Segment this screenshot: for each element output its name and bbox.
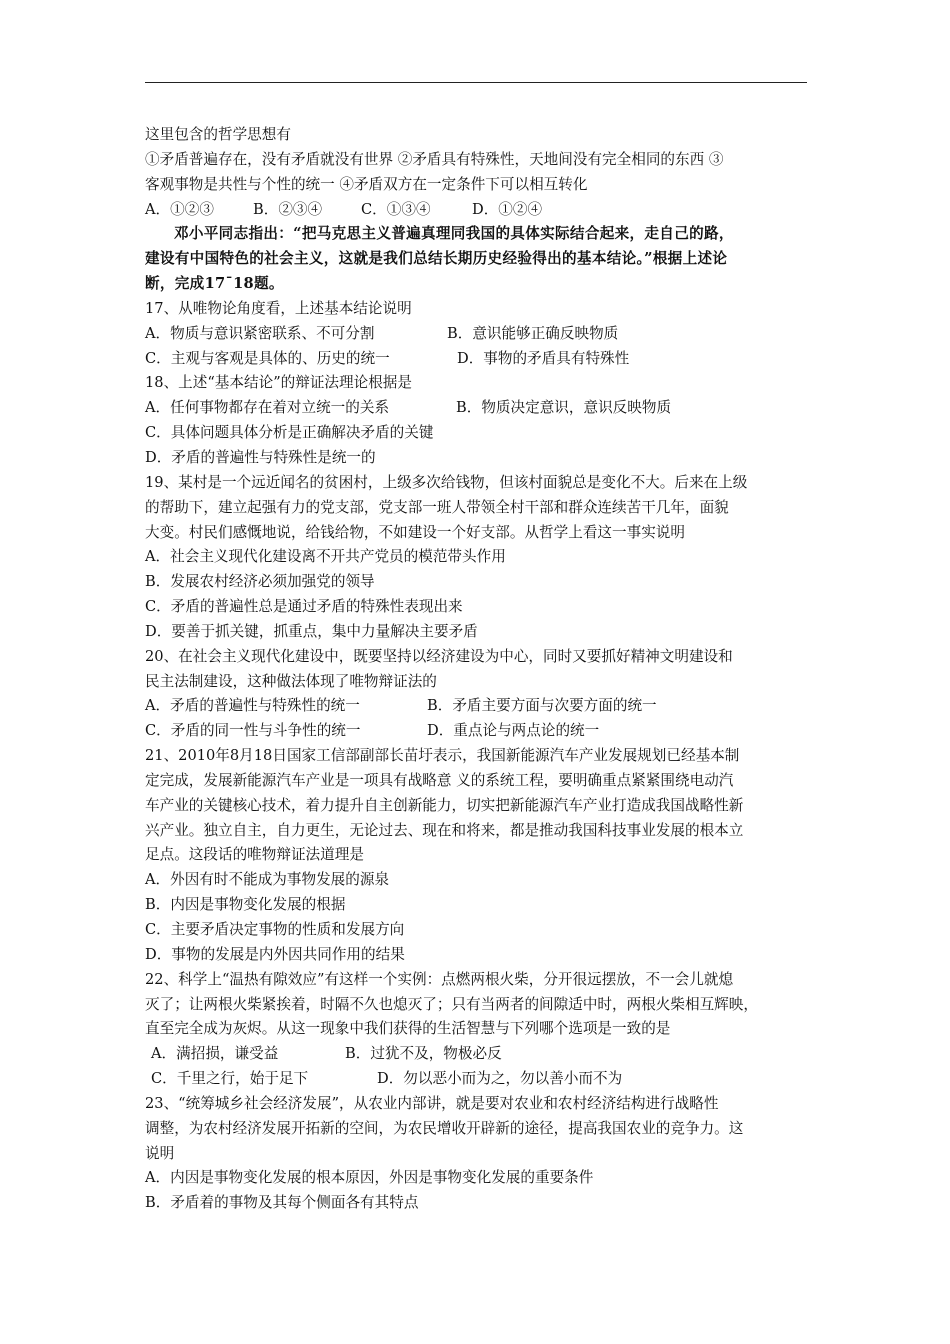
question-18: 18、上述“基本结论”的辩证法理论根据是 xyxy=(145,374,412,392)
text-line: 兴产业。独立自主，自力更生，无论过去、现在和将来，都是推动我国科技事业发展的根本立 xyxy=(145,821,744,839)
option-row: B．矛盾着的事物及其每个侧面各有其特点 xyxy=(145,1194,419,1212)
text-line: 大变。村民们感慨地说，给钱给物，不如建设一个好支部。从哲学上看这一事实说明 xyxy=(145,523,685,541)
option-row: C．千里之行，始于足下 D．勿以恶小而为之，勿以善小而不为 xyxy=(151,1070,623,1088)
question-19: 19、某村是一个远近闻名的贫困村，上级多次给钱物，但该村面貌总是变化不大。后来在上级 xyxy=(145,473,748,491)
option-row: A．物质与意识紧密联系、不可分割 B．意识能够正确反映物质 xyxy=(145,324,619,342)
text-line: 灭了；让两根火柴紧挨着，时隔不久也熄灭了；只有当两者的间隙适中时，两根火柴相互辉映， xyxy=(145,995,758,1013)
option-row: C．矛盾的同一性与斗争性的统一 D．重点论与两点论的统一 xyxy=(145,722,600,740)
question-22: 22、科学上“温热有隙效应”有这样一个实例：点燃两根火柴，分开很远摆放，不一会儿就熄 xyxy=(145,970,734,988)
text-line: 车产业的关键核心技术，着力提升自主创新能力，切实把新能源汽车产业打造成我国战略性新 xyxy=(145,796,744,814)
option-row: A．矛盾的普遍性与特殊性的统一 B．矛盾主要方面与次要方面的统一 xyxy=(145,697,657,715)
header-rule xyxy=(145,82,807,83)
option-row: A．内因是事物变化发展的根本原因，外因是事物变化发展的重要条件 xyxy=(145,1169,594,1187)
material-paragraph: 断，完成17¯18题。 xyxy=(145,275,284,293)
option-row: A．满招损，谦受益 B．过犹不及，物极必反 xyxy=(151,1045,502,1063)
option-row: D．矛盾的普遍性与特殊性是统一的 xyxy=(145,448,376,466)
option-row: B．内因是事物变化发展的根据 xyxy=(145,896,346,914)
text-line: 调整，为农村经济发展开拓新的空间，为农民增收开辟新的途径，提高我国农业的竞争力。这 xyxy=(145,1119,744,1137)
option-row: D．要善于抓关键，抓重点，集中力量解决主要矛盾 xyxy=(145,622,478,640)
option-row: C．矛盾的普遍性总是通过矛盾的特殊性表现出来 xyxy=(145,598,463,616)
material-paragraph: 邓小平同志指出：“把马克思主义普遍真理同我国的具体实际结合起来，走自己的路， xyxy=(174,225,734,243)
option-c: C．①③④ xyxy=(361,200,431,218)
option-row: A．社会主义现代化建设离不开共产党员的模范带头作用 xyxy=(145,548,506,566)
text-line: 说明 xyxy=(145,1144,175,1162)
option-a: A．①②③ xyxy=(145,200,214,218)
text-line: 定完成，发展新能源汽车产业是一项具有战略意 义的系统工程，要明确重点紧紧围绕电动汽 xyxy=(145,771,734,789)
question-20: 20、在社会主义现代化建设中，既要坚持以经济建设为中心，同时又要抓好精神文明建设和 xyxy=(145,647,733,665)
question-23: 23、“统筹城乡社会经济发展”，从农业内部讲，就是要对农业和农村经济结构进行战略性 xyxy=(145,1094,719,1112)
exam-text xyxy=(145,123,810,1216)
option-d: D．①②④ xyxy=(472,200,543,218)
option-b: B．②③④ xyxy=(253,200,323,218)
option-row: C．主要矛盾决定事物的性质和发展方向 xyxy=(145,921,405,938)
text-line: 的帮助下，建立起强有力的党支部，党支部一班人带领全村干部和群众连续苦干几年，面貌 xyxy=(145,498,729,516)
text-line: ①矛盾普遍存在，没有矛盾就没有世界 ②矛盾具有特殊性，天地间没有完全相同的东西 ③ xyxy=(145,150,724,168)
text-line: 民主法制建设，这种做法体现了唯物辩证法的 xyxy=(145,672,437,690)
text-line: 足点。这段话的唯物辩证法道理是 xyxy=(145,846,364,864)
option-row: B．发展农村经济必须加强党的领导 xyxy=(145,573,375,591)
option-row: D．事物的发展是内外因共同作用的结果 xyxy=(145,945,405,963)
material-paragraph: 建设有中国特色的社会主义，这就是我们总结长期历史经验得出的基本结论。”根据上述论 xyxy=(145,250,728,268)
option-row: C．具体问题具体分析是正确解决矛盾的关键 xyxy=(145,424,434,442)
question-17: 17、从唯物论角度看，上述基本结论说明 xyxy=(145,299,412,317)
option-row xyxy=(145,198,810,223)
option-row: C．主观与客观是具体的、历史的统一 D．事物的矛盾具有特殊性 xyxy=(145,349,630,367)
text-line: 客观事物是共性与个性的统一 ④矛盾双方在一定条件下可以相互转化 xyxy=(145,175,588,193)
text-line: 这里包含的哲学思想有 xyxy=(145,126,291,143)
question-21: 21、2010年8月18日国家工信部副部长苗圩表示，我国新能源汽车产业发展规划已经基本制 xyxy=(145,747,740,765)
option-row: A．任何事物都存在着对立统一的关系 B．物质决定意识，意识反映物质 xyxy=(145,399,672,417)
text-line: 直至完全成为灰烬。从这一现象中我们获得的生活智慧与下列哪个选项是一致的是 xyxy=(145,1020,671,1038)
option-row: A．外因有时不能成为事物发展的源泉 xyxy=(145,871,390,889)
